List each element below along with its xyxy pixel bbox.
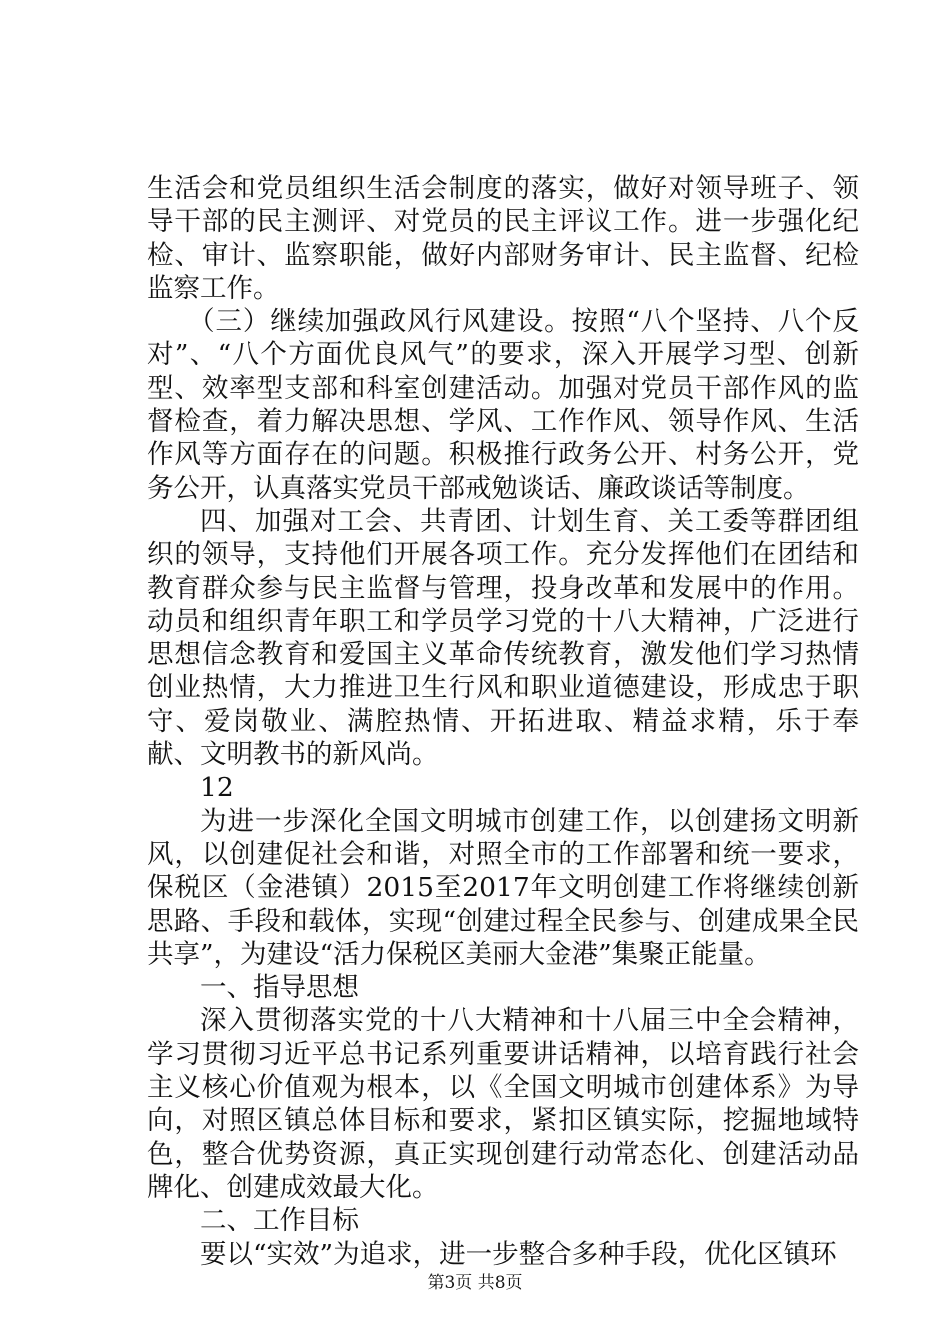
page-footer: 第3页 共8页: [427, 1273, 523, 1293]
paragraph-intro-civilization: 为进一步深化全国文明城市创建工作，以创建扬文明新风，以创建促社会和谐，对照全市的工作部署和统一要求，保税区（金港镇）2015至2017年文明创建工作将继续创新思路、手段和载体，实现“创建过程全民参与、创建成果全民共享”，为建设“活力保税区美丽大金港”集聚正能量。: [147, 805, 859, 970]
heading-work-goals: 二、工作目标: [200, 1205, 359, 1237]
paragraph-number: 12: [200, 772, 234, 804]
document-body: [147, 172, 859, 1271]
paragraph-style-building: （三）继续加强政风行风建设。按照“八个坚持、八个反对”、“八个方面优良风气”的要求，深入开展学习型、创新型、效率型支部和科室创建活动。加强对党员干部作风的监督检查，着力解决思想、学风、工作作风、领导作风、生活作风等方面存在的问题。积极推行政务公开、村务公开，党务公开，认真落实党员干部戒勉谈话、廉政谈话等制度。: [147, 306, 859, 504]
paragraph-party-life: 生活会和党员组织生活会制度的落实，做好对领导班子、领导干部的民主测评、对党员的民主评议工作。进一步强化纪检、审计、监察职能，做好内部财务审计、民主监督、纪检监察工作。: [147, 173, 859, 304]
paragraph-mass-organizations: 四、加强对工会、共青团、计划生育、关工委等群团组织的领导，支持他们开展各项工作。充分发挥他们在团结和教育群众参与民主监督与管理，投身改革和发展中的作用。动员和组织青年职工和学员学习党的十八大精神，广泛进行思想信念教育和爱国主义革命传统教育，激发他们学习热情创业热情，大力推进卫生行风和职业道德建设，形成忠于职守、爱岗敬业、满腔热情、开拓进取、精益求精，乐于奉献、文明教书的新风尚。: [147, 505, 859, 771]
heading-guiding-thought: 一、指导思想: [200, 972, 359, 1004]
paragraph-work-goals: 要以“实效”为追求，进一步整合多种手段，优化区镇环: [200, 1238, 837, 1270]
paragraph-guiding-thought: 深入贯彻落实党的十八大精神和十八届三中全会精神，学习贯彻习近平总书记系列重要讲话精神，以培育践行社会主义核心价值观为根本，以《全国文明城市创建体系》为导向，对照区镇总体目标和要求，紧扣区镇实际，挖掘地域特色，整合优势资源，真正实现创建行动常态化、创建活动品牌化、创建成效最大化。: [147, 1005, 859, 1203]
